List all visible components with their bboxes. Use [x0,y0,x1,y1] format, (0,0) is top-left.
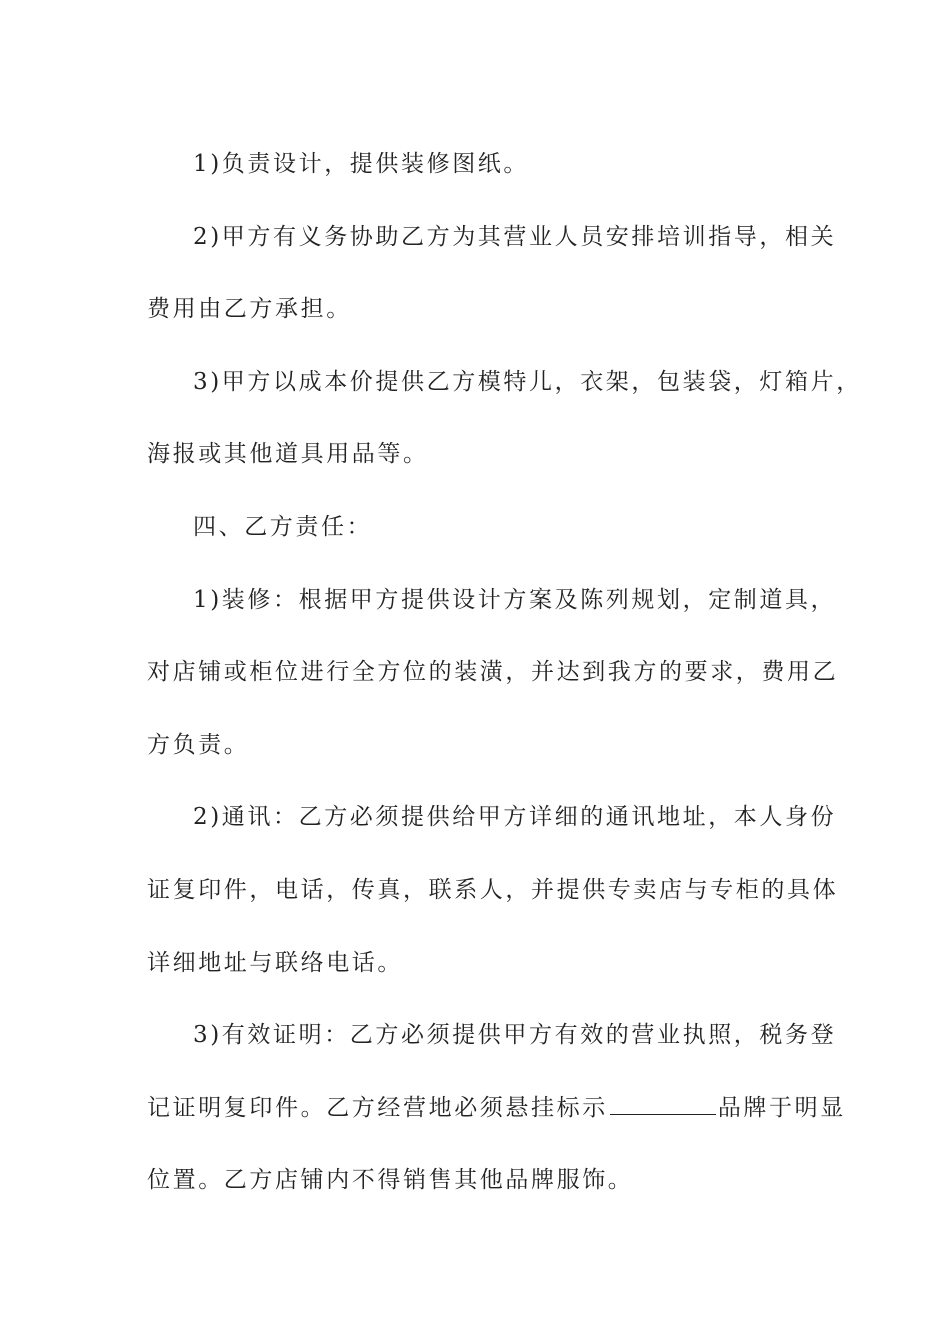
text-before-blank: 记证明复印件。乙方经营地必须悬挂标示 [147,1094,608,1121]
paragraph-line: 对店铺或柜位进行全方位的装潢，并达到我方的要求，费用乙 [147,659,839,686]
paragraph-line-with-blank [147,1072,846,1145]
paragraph-line: 方负责。 [147,731,250,758]
paragraph-line: 1)装修：根据甲方提供设计方案及陈列规划，定制道具， [193,586,837,613]
paragraph-line: 位置。乙方店铺内不得销售其他品牌服饰。 [147,1167,634,1194]
document-body [147,128,862,1217]
paragraph-line: 1)负责设计，提供装修图纸。 [193,151,530,177]
paragraph-line: 详细地址与联络电话。 [147,949,403,976]
fill-in-blank [610,1088,716,1115]
text-after-blank: 品牌于明显 [717,1094,846,1121]
paragraph-line: 3)甲方以成本价提供乙方模特儿，衣架，包装袋，灯箱片， [193,368,862,395]
paragraph-line: 2)甲方有义务协助乙方为其营业人员安排培训指导，相关 [193,223,837,250]
paragraph-line: 费用由乙方承担。 [147,296,352,323]
section-heading: 四、乙方责任： [193,513,373,540]
paragraph-line: 海报或其他道具用品等。 [147,441,429,468]
paragraph-line: 证复印件，电话，传真，联系人，并提供专卖店与专柜的具体 [147,876,839,903]
paragraph-line: 3)有效证明：乙方必须提供甲方有效的营业执照，税务登 [193,1022,837,1049]
paragraph-line: 2)通讯：乙方必须提供给甲方详细的通讯地址，本人身份 [193,804,837,831]
